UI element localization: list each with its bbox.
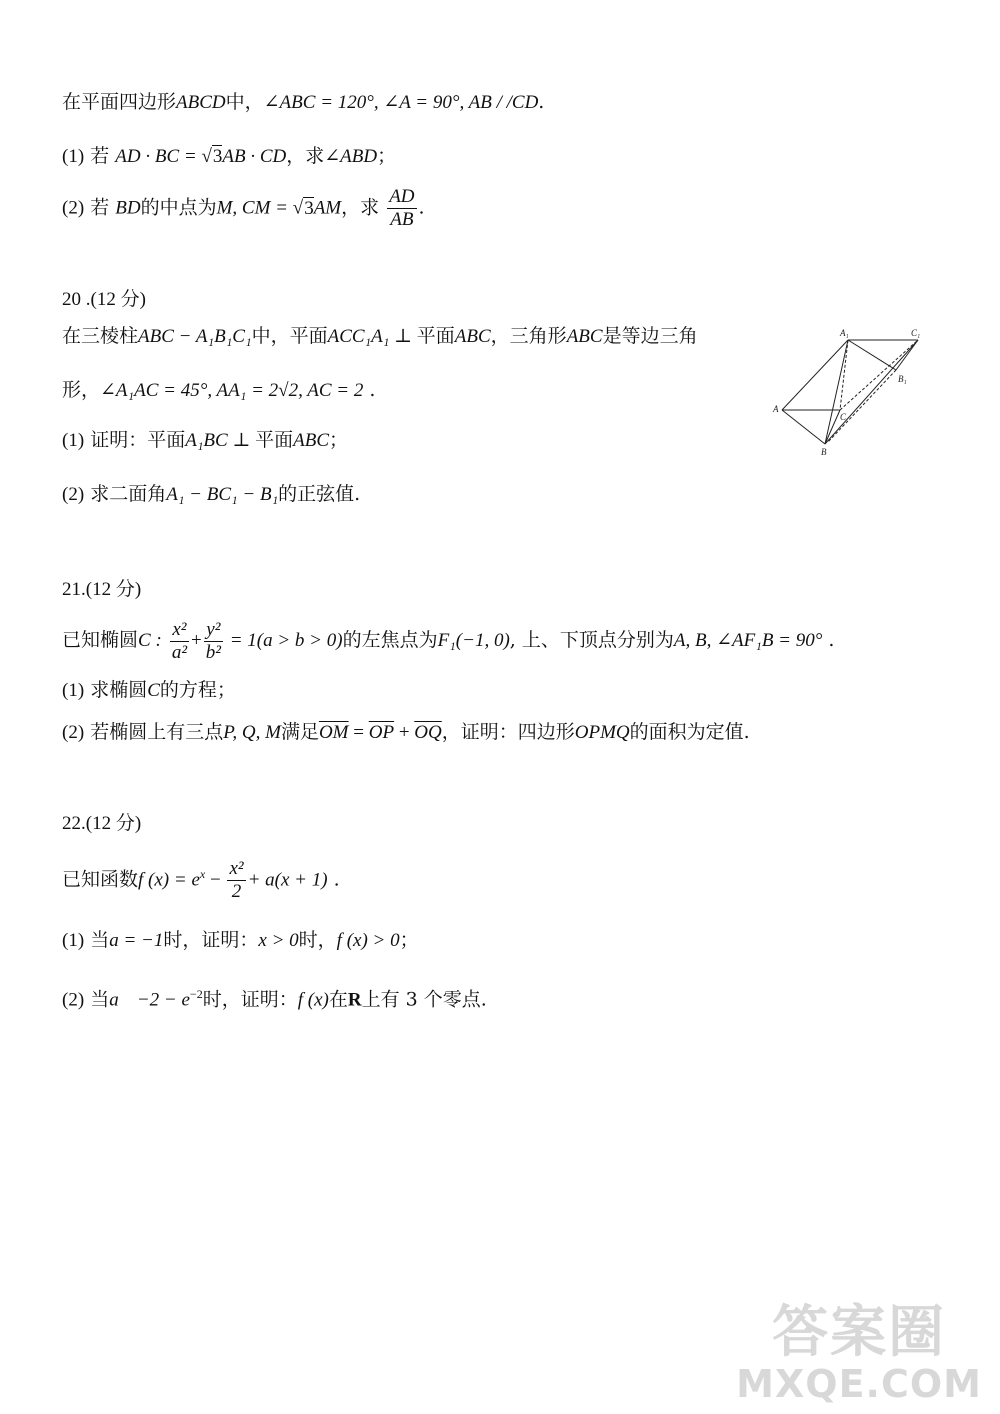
edge-c1-b1 [896,340,918,370]
q21-line1: 已知椭圆C : $\frac{\text{x²}}{\text{a²}}$ + $\frac{\text{y²}}{\text{b²}}$ = 1(a > b > 0)的左焦点为F₁(−1, 0), 上、下顶点分别为A, B, ∠AF₁B = 90° . [62,618,835,663]
q19-part1: (1) 若 AD · BC = √3AB · CD，求∠ABD； [62,145,397,167]
q20-line2: 形，∠A₁AC = 45°, AA₁ = 2√2, AC = 2 . [62,379,376,401]
edge-c1-b [825,340,918,444]
edge-c-b [825,410,840,444]
q22-title: 22.(12 分) [62,813,142,834]
q21-part1: (1) 求椭圆C的方程； [62,679,236,701]
hidden-edge-b1-b [828,370,896,442]
q20-part2: (2) 求二面角A₁ − BC₁ − B₁的正弦值. [62,483,361,505]
edge-a1-a [782,340,848,410]
x2-over-a2-fraction: $\frac{\text{x²}}{\text{a²}}$ [171,618,188,663]
q20-part1: (1) 证明：平面A₁BC ⊥ 平面ABC； [62,429,349,451]
edge-a-b [782,410,825,444]
label-a: A [773,404,779,414]
prism-figure [770,324,930,456]
q22-line1: 已知函数f $(x) = e^x$ − $\frac{\text{x²}}{2}$ + a(x + 1) . [62,857,340,902]
hidden-edge-a1-c [840,340,848,410]
q21-title: 21.(12 分) [62,579,142,600]
q21-part2: (2) 若椭圆上有三点P, Q, M满足$\overline{OM} = \overline{OP} + \overline{OQ}$，证明：四边形OPMQ的面积为定值. [62,721,750,743]
q19-part2: (2) 若 BD的中点为M, CM = √3AM，求 $\frac{AD}{AB}$ . [62,186,425,230]
x2-over-2-fraction: $\frac{\text{x²}}{2}$ [229,857,244,902]
label-c1: C₁ [911,328,921,338]
edge-a1-b [825,340,848,444]
watermark-logo: 答案圈 MXQE.COM [736,1300,982,1406]
label-a1: A₁ [840,328,849,338]
q22-part2: (2) 当a $-2 - e^{-2}$时，证明：f (x)在R上有 3 个零点. [62,987,487,1011]
label-c: C [840,412,847,422]
y2-over-b2-fraction: $\frac{\text{y²}}{\text{b²}}$ [205,618,221,663]
q19-intro: 在平面四边形ABCD中，∠ABC = 120°, ∠A = 90°, AB / /CD. [62,91,545,113]
edge-a1-b1 [848,340,896,370]
ad-over-ab-fraction: $\frac{AD}{AB}$ [389,186,415,230]
label-b1: B₁ [898,374,907,384]
q20-line1: 在三棱柱ABC − A₁B₁C₁中，平面ACC₁A₁ ⊥ 平面ABC，三角形ABC是等边三角 [62,325,698,347]
q22-part1: (1) 当a = −1时，证明：x > 0时，f (x) > 0； [62,929,419,951]
q20-title: 20 .(12 分) [62,289,146,310]
label-b: B [821,447,827,456]
